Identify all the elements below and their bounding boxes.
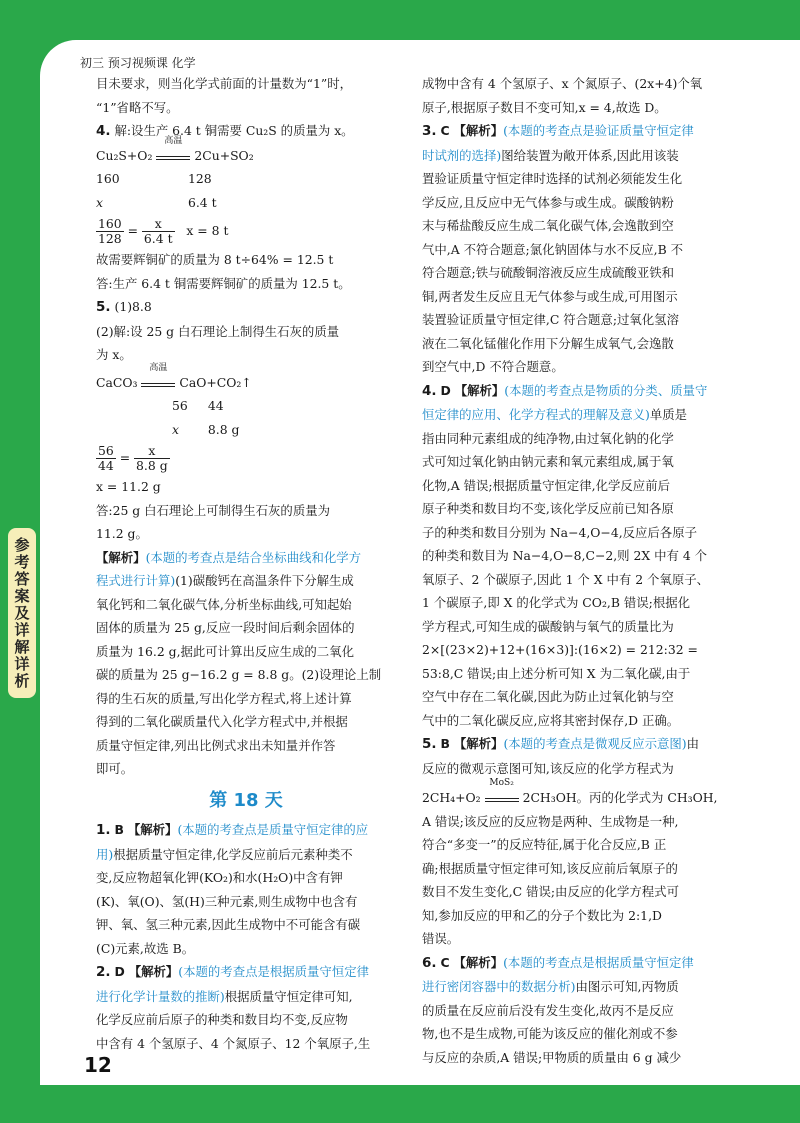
analysis-line: 2×[(23×2)+12+(16×3)]:(16×2) = 212:32 = [422,642,698,657]
analysis-line: 铜,两者发生反应且无气体参与或生成,可用图示 [422,288,678,304]
analysis-line [422,144,722,168]
analysis-line: 氧原子、2 个碳原子,因此 1 个 X 中有 2 个氧原子、 [422,571,710,587]
analysis-topic: 进行化学计量数的推断) [96,988,225,1004]
question-number: 3. [422,123,437,139]
question-5 [422,732,722,757]
analysis-line: 反应的微观示意图可知,该反应的化学方程式为 [422,760,674,776]
eq-arrow [141,362,175,387]
eq-arrow [485,778,519,802]
eq-products: CaO+CO₂↑ [179,374,252,390]
analysis-line [96,843,396,867]
variable-value: 8.8 g [207,421,240,437]
text-line: 故需要辉铜矿的质量为 8 t÷64% = 12.5 t [96,252,334,267]
analysis-line: 化物,A 错误;根据质量守恒定律,化学反应前后 [422,477,670,493]
equation [96,362,396,395]
answer-line: 答:生产 6.4 t 铜需要辉铜矿的质量为 12.5 t。 [96,275,351,291]
answer-option: C [440,954,450,970]
analysis-topic: (本题的考查点是验证质量守恒定律 [503,123,694,138]
analysis-line: 数目不发生变化,C 错误;由反应的化学方程式可 [422,884,679,899]
question-6 [422,951,722,976]
analysis-text: 根据质量守恒定律可知, [224,988,353,1004]
analysis-line: 固体的质量为 25 g,反应一段时间后剩余固体的 [96,620,355,635]
analysis-line [422,975,722,999]
analysis-text: 由 [686,736,699,751]
text-line: “1”省略不写。 [96,99,179,115]
question-3 [422,119,722,144]
proportion: $\frac{56}{44}$ = $\frac{x}{8.8 g}$ [98,443,168,473]
left-column [96,72,396,1055]
fraction: $\frac{x}{6.4 t}$ [143,216,173,246]
analysis-line: 子的种类和数目分别为 Na−4,O−4,反应后各原子 [422,524,697,540]
mass-value: 44 [207,398,224,413]
analysis-line: 与反应的杂质,A 错误;甲物质的质量由 6 g 减少 [422,1049,682,1065]
analysis-line: 符合题意;铁与硫酸铜溶液反应生成硫酸亚铁和 [422,265,674,280]
question-2 [96,960,396,985]
eq-reactants: 2CH₄+O₂ [422,790,481,805]
eq-reactants: CaCO₃ [96,374,138,390]
analysis-tag: 【解析】 [453,736,504,751]
analysis-tag: 【解析】 [454,382,505,398]
analysis-tag: 【解析】 [453,123,504,138]
analysis-line: 末与稀盐酸反应生成二氧化碳气体,会逸散到空 [422,218,674,233]
analysis-tag: 【解析】 [128,964,179,979]
analysis-line: 变,反应物超氧化钾(KO₂)和水(H₂O)中含有钾 [96,870,343,885]
analysis-tag: 【解析】 [127,822,178,837]
analysis-topic: (本题的考查点是根据质量守恒定律 [503,954,694,970]
day-title: 第 18 天 [209,789,283,811]
analysis-line: 学反应,且反应中无气体参与或生成。碳酸钠粉 [422,194,674,210]
answer-option: C [440,123,450,138]
analysis-topic: 程式进行计算) [96,573,176,588]
analysis-topic: (本题的考查点是物质的分类、质量守 [504,382,708,398]
eq-condition: 高温 [149,362,168,373]
analysis-text: 图给装置为敞开体系,因此用该装 [501,147,679,163]
equation [96,135,396,168]
analysis-line: A 错误;该反应的反应物是两种、生成物是一种, [422,813,679,829]
analysis-line: 气中,A 不符合题意;氯化钠固体与水不反应,B 不 [422,241,684,257]
variable-row [96,191,396,215]
text-line: 为 x。 [96,347,132,362]
result: x = 8 t [186,223,229,238]
side-tab: 参考答案及详解详析 [8,528,36,698]
question-number: 4. [422,382,437,399]
eq-products: 2CH₃OH。丙的化学式为 CH₃OH, [522,790,718,805]
answer-option: D [440,382,451,398]
analysis-line: 置验证质量守恒定律时选择的试剂必须能发生化 [422,171,683,186]
fraction: $\frac{x}{8.8 g}$ [136,443,168,473]
analysis-line: 液在二氧化锰催化作用下分解生成氧气,会逸散 [422,335,674,351]
eq-condition: MoS₂ [489,778,514,788]
question-5 [96,295,396,320]
analysis-topic: (本题的考查点是结合坐标曲线和化学方 [145,549,362,565]
analysis-line: 确;根据质量守恒定律可知,该反应前后氧原子的 [422,860,678,876]
text-line: 解:设生产 6.4 t 铜需要 Cu₂S 的质量为 x。 [114,123,354,138]
analysis-line: 1 个碳原子,即 X 的化学式为 CO₂,B 错误;根据化 [422,595,691,610]
answer-line: 11.2 g。 [96,526,148,541]
analysis-line: 式可知过氧化钠由钠元素和氧元素组成,属于氧 [422,454,674,469]
analysis-topic: 进行密闭容器中的数据分析) [422,979,576,994]
text-line: 原子,根据原子数目不变可知,x = 4,故选 D。 [422,99,667,115]
mass-row [96,167,396,191]
analysis-line: (C)元素,故选 B。 [96,940,195,956]
analysis-line: 53:8,C 错误;由上述分析可知 X 为二氧化碳,由于 [422,665,691,681]
answer-option: B [114,822,124,837]
page-number: 12 [84,1053,112,1077]
analysis-topic: 恒定律的应用、化学方程式的理解及意义) [422,407,650,422]
analysis-line [422,403,722,427]
analysis-text: 单质是 [649,407,688,422]
analysis-line: 原子种类和数目均不变,该化学反应前已知各原 [422,501,674,516]
analysis-line: 错误。 [422,931,460,946]
question-4 [422,379,722,404]
analysis-line: 质量为 16.2 g,据此可计算出反应生成的二氧化 [96,643,354,659]
analysis-line: 中含有 4 个氢原子、4 个氮原子、12 个氧原子,生 [96,1035,371,1051]
analysis-tag: 【解析】 [453,954,504,970]
analysis-topic: (本题的考查点是质量守恒定律的应 [177,822,369,837]
mass-value: 160 [96,171,120,186]
analysis-line: 即可。 [96,761,134,776]
analysis-topic: 用) [96,846,114,862]
question-4 [96,119,396,144]
analysis-topic: 时试剂的选择) [422,147,502,163]
text-line: (2)解:设 25 g 白石理论上制得生石灰的质量 [96,323,340,339]
analysis-text: 根据质量守恒定律,化学反应前后元素种类不 [113,846,353,862]
analysis-tag: 【解析】 [96,549,146,565]
analysis-line: 装置验证质量守恒定律,C 符合题意;过氧化氢溶 [422,312,679,327]
mass-value: 128 [187,171,212,186]
bottom-band [0,1085,800,1123]
text-line: 成物中含有 4 个氢原子、x 个氮原子、(2x+4)个氧 [422,76,703,91]
analysis-line: 氧化钙和二氧化碳气体,分析坐标曲线,可知起始 [96,596,352,612]
question-number: 1. [96,822,111,838]
analysis-line: 气中的二氧化碳反应,应将其密封保存,D 正确。 [422,712,680,728]
analysis-line [96,569,396,593]
question-1 [96,818,396,843]
text-line: (1)8.8 [114,299,152,314]
eq-reactants: Cu₂S+O₂ [96,147,153,163]
analysis-line: 符合“多变一”的反应特征,属于化合反应,B 正 [422,837,667,852]
variable-value: x [171,421,179,437]
result: x = 11.2 g [96,479,161,494]
analysis-line: 的质量在反应前后没有发生变化,故丙不是反应 [422,1002,674,1018]
variable-value: 6.4 t [187,194,217,210]
text-line: 目未要求，则当化学式前面的计量数为“1”时， [96,76,352,91]
eq-products: 2Cu+SO₂ [194,147,254,163]
analysis-line: 知,参加反应的甲和乙的分子个数比为 2:1,D [422,907,662,923]
analysis-topic: (本题的考查点是微观反应示意图) [503,736,687,751]
mass-row [96,394,396,418]
answer-line: 答:25 g 白石理论上可制得生石灰的质量为 [96,502,330,518]
fraction: $\frac{160}{128}$ [98,216,122,246]
analysis-line: 学方程式,可知生成的碳酸钠与氧气的质量比为 [422,618,674,634]
analysis-line [96,546,396,570]
analysis-line: 到空气中,D 不符合题意。 [422,359,564,374]
analysis-line: 得的生石灰的质量,写出化学方程式,将上述计算 [96,690,352,706]
analysis-line: 得到的二氧化碳质量代入化学方程式中,并根据 [96,714,348,729]
answer-option: B [440,736,450,751]
analysis-line: 空气中存在二氧化碳,因此为防止过氧化钠与空 [422,689,674,704]
question-number: 2. [96,964,111,980]
analysis-text: 由图示可知,丙物质 [575,979,679,994]
question-number: 6. [422,954,437,971]
page-header: 初三 预习视频课 化学 [80,56,196,70]
analysis-line: 碳的质量为 25 g−16.2 g = 8.8 g。(2)设理论上制 [96,667,382,682]
analysis-line: (K)、氧(O)、氢(H)三种元素,则生成物中也含有 [96,893,358,909]
right-column [422,72,722,1069]
analysis-text: (1)碳酸钙在高温条件下分解生成 [175,573,354,588]
analysis-line: 指由同种元素组成的纯净物,由过氧化钠的化学 [422,430,674,446]
question-number: 5. [422,736,437,752]
analysis-line: 化学反应前后原子的种类和数目均不变,反应物 [96,1012,348,1027]
answer-option: D [114,964,125,979]
analysis-line [96,985,396,1009]
eq-condition: 高温 [164,135,183,146]
analysis-topic: (本题的考查点是根据质量守恒定律 [178,964,369,979]
analysis-line: 质量守恒定律,列出比例式求出未知量并作答 [96,737,336,753]
analysis-line: 物,也不是生成物,可能为该反应的催化剂或不参 [422,1026,678,1041]
equation [422,778,722,810]
mass-value: 56 [171,398,188,413]
question-number: 5. [96,299,111,315]
proportion: $\frac{160}{128}$ = $\frac{x}{6.4 t}$ x = 8 t [98,216,229,246]
analysis-line: 钾、氧、氢三种元素,因此生成物中不可能含有碳 [96,917,361,932]
analysis-line: 的种类和数目为 Na−4,O−8,C−2,则 2X 中有 4 个 [422,548,708,563]
variable-value: x [96,194,103,210]
fraction: $\frac{56}{44}$ [98,443,114,473]
question-number: 4. [96,123,111,139]
variable-row [96,418,396,442]
eq-arrow [156,135,190,160]
